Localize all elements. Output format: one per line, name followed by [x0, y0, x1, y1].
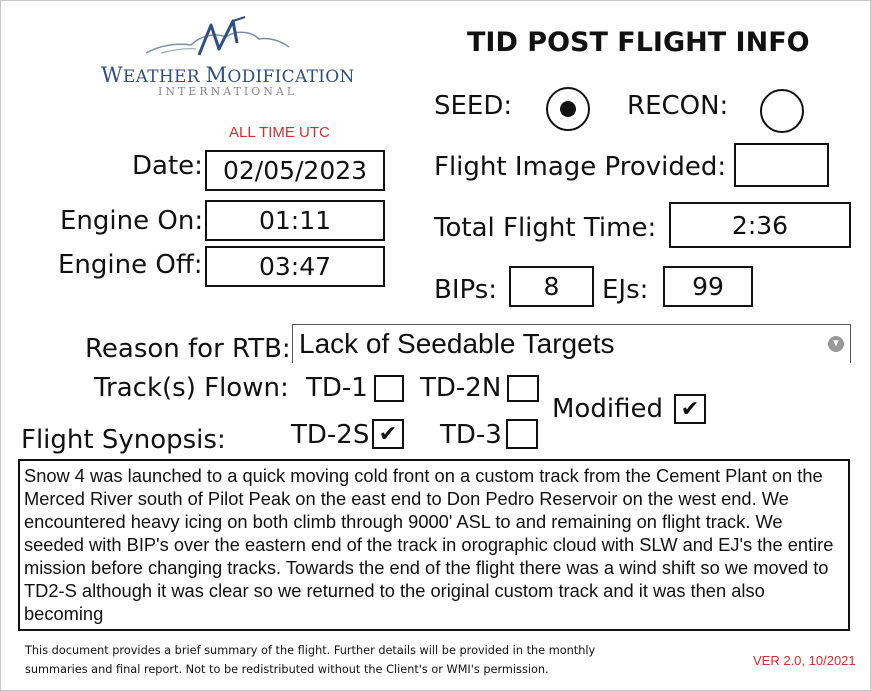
track-td2s-label: TD-2S	[291, 420, 370, 450]
seed-label: SEED:	[434, 91, 513, 121]
ejs-field[interactable]: 99	[663, 266, 753, 307]
engine-off-field[interactable]: 03:47	[205, 246, 385, 287]
logo-subtitle: INTERNATIONAL	[158, 85, 298, 98]
recon-label: RECON:	[627, 91, 729, 121]
flight-image-label: Flight Image Provided:	[434, 152, 727, 182]
modified-label: Modified	[552, 394, 663, 424]
engine-on-label: Engine On:	[60, 206, 204, 236]
track-td1-checkbox[interactable]	[374, 375, 404, 402]
engine-off-label: Engine Off:	[58, 250, 203, 280]
tracks-label: Track(s) Flown:	[94, 373, 289, 403]
synopsis-label: Flight Synopsis:	[21, 425, 226, 455]
flight-image-field[interactable]	[734, 143, 829, 187]
check-mark-icon: ✔	[680, 396, 700, 422]
track-td3-checkbox[interactable]	[506, 419, 538, 449]
version-label: VER 2.0, 10/2021	[753, 653, 856, 668]
bips-field[interactable]: 8	[509, 266, 594, 307]
track-td2s-checkbox[interactable]	[372, 419, 404, 449]
track-td3-label: TD-3	[440, 420, 502, 450]
radio-selected-dot	[560, 101, 576, 117]
logo-wordmark: WEATHER MODIFICATION	[101, 63, 355, 87]
date-label: Date:	[132, 151, 203, 181]
ejs-label: EJs:	[602, 275, 649, 305]
disclaimer-line-2: summaries and final report. Not to be redistributed without the Client's or WMI's permission.	[25, 663, 549, 676]
track-td2n-checkbox[interactable]	[507, 375, 539, 402]
disclaimer-line-1: This document provides a brief summary of the flight. Further details will be provided in the monthly	[25, 644, 596, 657]
recon-radio[interactable]	[760, 89, 804, 133]
wmi-logo-icon	[141, 15, 291, 65]
synopsis-textarea[interactable]: Snow 4 was launched to a quick moving cold front on a custom track from the Cement Plant on the Merced River south of Pilot Peak on the east end to Don Pedro Reservoir on the west end. We encountered heavy icing on both climb through 9000' ASL to and remaining on flight track. We seeded with BIP's over the eastern end of the track in orographic cloud with SLW and EJ's the entire mission before changing tracks. Towards the end of the flight there was a wind shift so we moved to TD2-S although it was clear so we returned to the original custom track and it was then also becoming	[18, 459, 850, 631]
disclaimer	[25, 641, 595, 679]
track-td1-label: TD-1	[306, 373, 368, 403]
bips-label: BIPs:	[434, 275, 498, 305]
track-td2n-label: TD-2N	[420, 373, 502, 403]
chevron-down-icon[interactable]: ▼	[828, 336, 844, 352]
time-note: ALL TIME UTC	[229, 124, 330, 141]
check-mark-icon: ✔	[378, 421, 398, 447]
rtb-label: Reason for RTB:	[85, 334, 291, 364]
seed-radio[interactable]	[546, 87, 590, 131]
form-title: TID POST FLIGHT INFO	[467, 27, 810, 58]
rtb-dropdown[interactable]	[292, 324, 851, 363]
modified-checkbox[interactable]	[674, 394, 706, 424]
rtb-selected-value: Lack of Seedable Targets	[299, 328, 615, 359]
total-time-field[interactable]: 2:36	[669, 202, 851, 248]
engine-on-field[interactable]: 01:11	[205, 200, 385, 241]
date-field[interactable]: 02/05/2023	[205, 150, 385, 191]
total-time-label: Total Flight Time:	[434, 213, 657, 243]
